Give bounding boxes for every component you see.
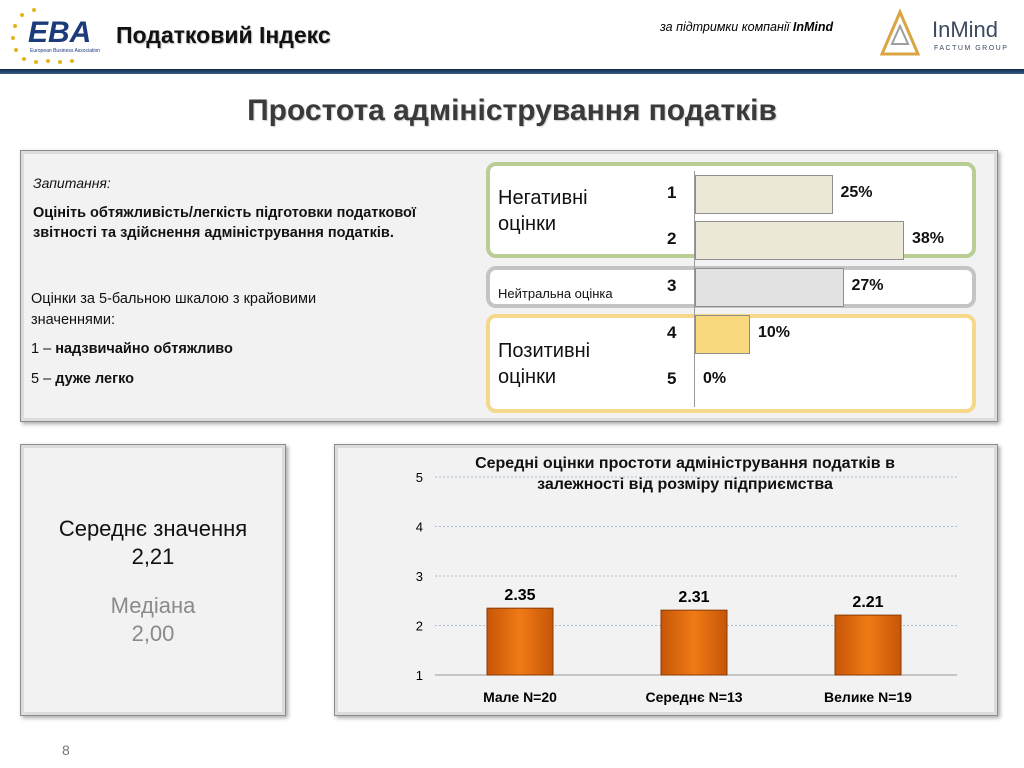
page-title: Простота адміністрування податків xyxy=(247,94,777,127)
y-tick-label: 3 xyxy=(415,569,423,584)
header-title: Податковий Індекс xyxy=(116,22,331,48)
sponsor-name: InMind xyxy=(792,20,834,34)
chart-bar xyxy=(835,615,901,675)
distribution-bar xyxy=(695,268,844,307)
mean-label: Середнє значення xyxy=(58,516,248,541)
bar-value-label: 2.31 xyxy=(678,589,710,607)
eba-logo-subtext: European Business Association xyxy=(30,48,101,54)
header xyxy=(0,0,1024,70)
rank-label: 1 xyxy=(667,183,677,202)
distribution-percent-label: 0% xyxy=(703,370,727,387)
summary-panel xyxy=(20,444,286,716)
sponsor-text xyxy=(660,20,833,34)
mean-value: 2,21 xyxy=(131,544,175,569)
chart-bar xyxy=(661,610,727,675)
scale-intro: Оцінки за 5-бальною шкалою з крайовими значеннями: xyxy=(31,291,317,328)
distribution-bar xyxy=(695,221,904,260)
rank-label: 4 xyxy=(667,323,677,342)
eba-logo-text: EBA xyxy=(28,16,92,49)
distribution-percent-label: 10% xyxy=(758,324,791,341)
chart-panel xyxy=(334,444,998,716)
neutral-group-label: Нейтральна оцінка xyxy=(498,286,613,301)
x-category-label: Середнє N=13 xyxy=(645,689,743,705)
question-label: Запитання: xyxy=(33,175,111,191)
distribution-percent-label: 27% xyxy=(851,277,884,294)
question-text: Оцініть обтяжливість/легкість підготовки податкової звітності та здійснення адміністрування податків. xyxy=(33,205,416,241)
inmind-logo-text: InMind xyxy=(932,17,999,42)
x-category-label: Велике N=19 xyxy=(824,689,912,705)
x-category-label: Мале N=20 xyxy=(483,689,557,705)
scale-line-1 xyxy=(31,341,233,357)
median-value: 2,00 xyxy=(131,621,175,646)
y-tick-label: 5 xyxy=(415,470,423,485)
y-tick-label: 1 xyxy=(415,668,423,683)
y-tick-label: 2 xyxy=(415,618,423,634)
bar-value-label: 2.35 xyxy=(504,587,536,605)
distribution-bar xyxy=(695,175,833,214)
question-panel xyxy=(20,150,998,422)
y-tick-label: 4 xyxy=(415,519,423,535)
rank-label: 2 xyxy=(667,229,677,248)
negative-group-label: Негативні оцінки xyxy=(498,187,588,235)
rank-label: 5 xyxy=(667,369,677,388)
median-label: Медіана xyxy=(110,593,196,618)
distribution-percent-label: 25% xyxy=(840,184,873,201)
distribution-percent-label: 38% xyxy=(912,230,945,247)
inmind-logo-subtext: FACTUM GROUP xyxy=(934,45,1009,52)
positive-group-label: Позитивні оцінки xyxy=(498,340,591,388)
distribution-bar xyxy=(695,315,750,354)
scale-1-text: надзвичайно обтяжливо xyxy=(55,341,233,357)
chart-title: Середні оцінки простоти адміністрування податків в залежності від розміру підприємства xyxy=(475,455,895,493)
inmind-logo xyxy=(878,8,1018,60)
chart-bar xyxy=(487,608,553,675)
scale-5-text: дуже легко xyxy=(55,371,135,387)
scale-5-prefix: 5 – xyxy=(31,371,56,387)
scale-line-5 xyxy=(31,371,134,387)
rank-label: 3 xyxy=(667,276,677,295)
scale-1-prefix: 1 – xyxy=(31,341,56,357)
header-divider xyxy=(0,69,1024,74)
page-number: 8 xyxy=(62,742,70,758)
bar-value-label: 2.21 xyxy=(852,594,884,612)
sponsor-prefix: за підтримки компанії xyxy=(660,20,793,34)
eba-logo xyxy=(10,6,110,64)
